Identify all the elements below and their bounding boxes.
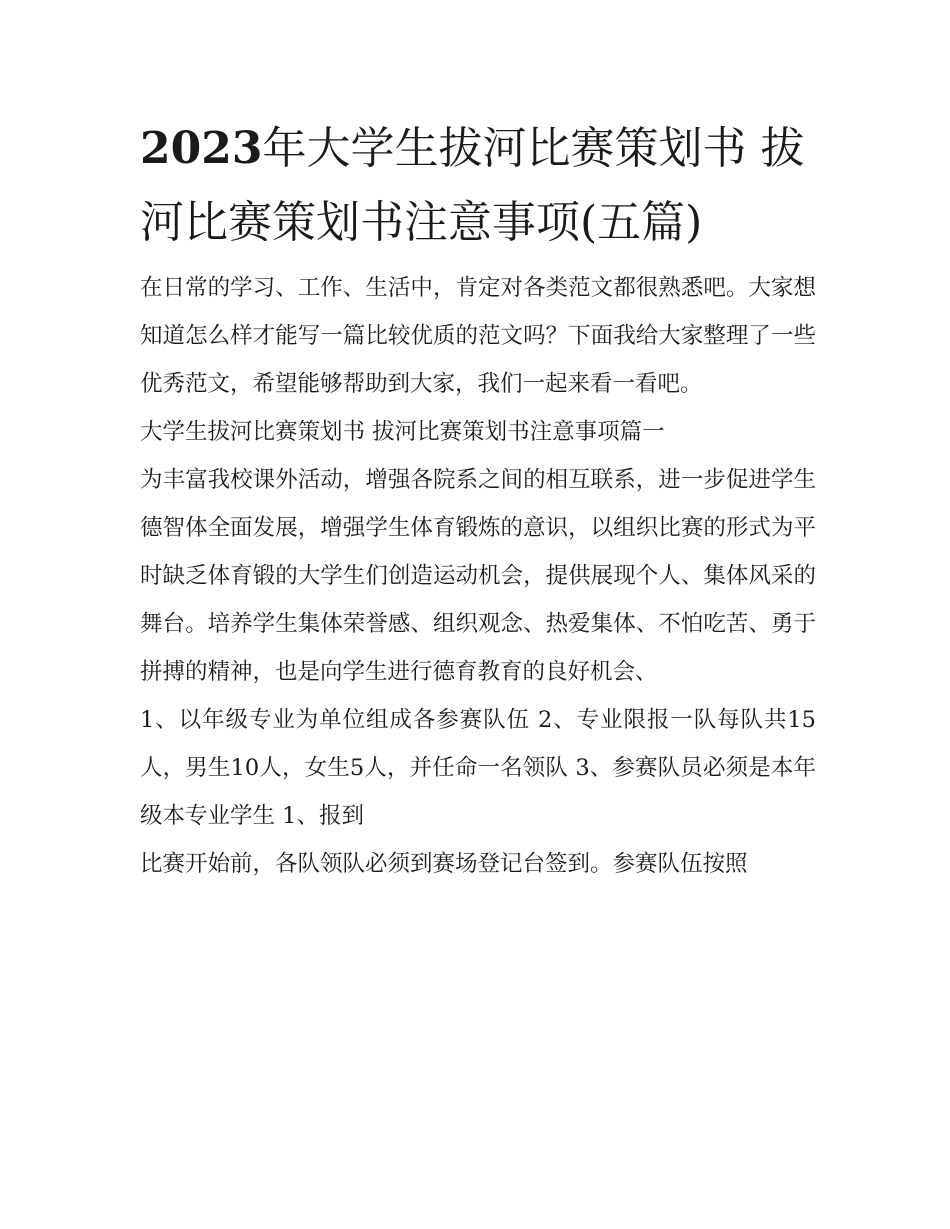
body-paragraph-rules: 1、以年级专业为单位组成各参赛队伍 2、专业限报一队每队共15人，男生10人，女生5人，并任命一名领队 3、参赛队员必须是本年级本专业学生 1、报到	[140, 707, 816, 829]
section-heading: 大学生拔河比赛策划书 拔河比赛策划书注意事项篇一	[140, 419, 665, 445]
document-page	[140, 112, 816, 888]
title-text: 年大学生拔河比赛策划书 拔河比赛策划书注意事项(五篇)	[140, 123, 805, 248]
body-paragraph-checkin: 比赛开始前，各队领队必须到赛场登记台签到。参赛队伍按照	[140, 851, 748, 877]
title-year: 2023	[140, 123, 263, 174]
intro-paragraph: 在日常的学习、工作、生活中，肯定对各类范文都很熟悉吧。大家想知道怎么样才能写一篇比较优质的范文吗？下面我给大家整理了一些优秀范文，希望能够帮助到大家，我们一起来看一看吧。	[140, 275, 816, 397]
body-paragraph-purpose: 为丰富我校课外活动，增强各院系之间的相互联系，进一步促进学生德智体全面发展，增强学生体育锻炼的意识，以组织比赛的形式为平时缺乏体育锻的大学生们创造运动机会，提供展现个人、集体风采的舞台。培养学生集体荣誉感、组织观念、热爱集体、不怕吃苦、勇于拼搏的精神，也是向学生进行德育教育的良好机会、	[140, 467, 816, 685]
document-title	[140, 112, 816, 260]
